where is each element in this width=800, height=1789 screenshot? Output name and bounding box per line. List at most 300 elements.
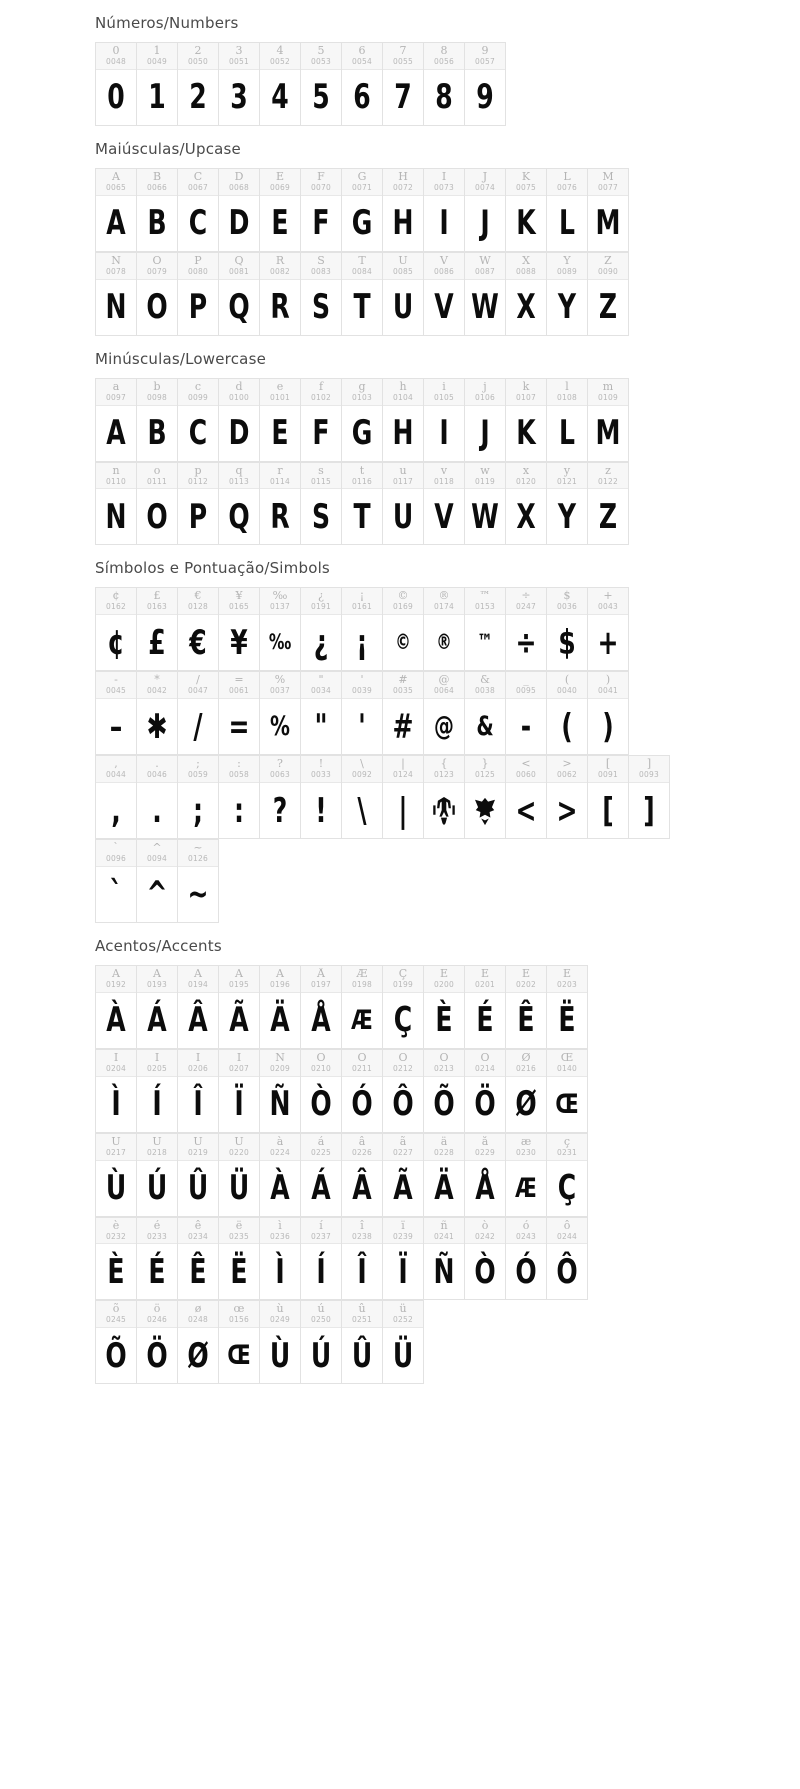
- glyph-meta: [465, 379, 505, 406]
- glyph-section: [0, 545, 800, 923]
- glyph-cell[interactable]: [137, 672, 178, 755]
- glyph-cell[interactable]: [424, 462, 465, 545]
- glyph-cell[interactable]: [301, 965, 342, 1048]
- glyph-cell[interactable]: [547, 756, 588, 839]
- glyph-code-label: 0103: [352, 392, 372, 402]
- glyph-char-label: o: [153, 464, 161, 477]
- glyph-code-label: 0248: [188, 1315, 208, 1325]
- glyph-preview: Q: [228, 496, 250, 537]
- glyph-cell[interactable]: [342, 43, 383, 126]
- glyph-cell[interactable]: [506, 252, 547, 335]
- glyph-cell[interactable]: [588, 672, 629, 755]
- glyph-preview: H: [392, 413, 414, 453]
- glyph-cell[interactable]: [137, 588, 178, 671]
- glyph-char-label: m: [602, 380, 614, 393]
- glyph-cell[interactable]: [301, 756, 342, 839]
- glyph-cell[interactable]: [547, 378, 588, 461]
- glyph-cell[interactable]: [342, 252, 383, 335]
- glyph-cell[interactable]: [96, 840, 137, 923]
- glyph-cell[interactable]: [178, 840, 219, 923]
- glyph-char-label: À: [112, 967, 120, 980]
- glyph-cell[interactable]: [178, 168, 219, 251]
- glyph-row-table: [95, 1133, 588, 1217]
- glyph-preview: Ò: [310, 1084, 332, 1125]
- glyph-preview: U: [392, 287, 414, 328]
- glyph-char-label: ñ: [440, 1219, 448, 1232]
- glyph-cell[interactable]: [96, 1049, 137, 1132]
- glyph-char-label: Ö: [480, 1051, 490, 1064]
- glyph-cell[interactable]: [342, 1301, 383, 1384]
- glyph-code-label: 0115: [311, 476, 331, 486]
- glyph-char-label: Ù: [111, 1135, 121, 1148]
- glyph-char-label: q: [235, 464, 243, 477]
- glyph-row: [96, 1049, 588, 1132]
- glyph-char-label: /: [196, 674, 200, 687]
- glyph-preview: Z: [598, 287, 618, 328]
- glyph-code-label: 0209: [270, 1063, 290, 1073]
- glyph-char-label: Û: [193, 1135, 203, 1148]
- glyph-preview: |: [398, 790, 408, 831]
- glyph-preview: #: [392, 706, 414, 747]
- glyph-cell[interactable]: [465, 756, 506, 839]
- glyph-cell[interactable]: [178, 378, 219, 461]
- glyph-code-label: 0165: [229, 602, 249, 612]
- glyph-preview: ?: [272, 790, 288, 831]
- glyph-meta: [301, 756, 341, 783]
- glyph-preview: Ñ: [269, 1084, 291, 1125]
- glyph-cell[interactable]: [465, 462, 506, 545]
- glyph-char-label: ©: [397, 590, 409, 603]
- glyph-cell[interactable]: [178, 588, 219, 671]
- glyph-cell[interactable]: [424, 378, 465, 461]
- glyph-cell[interactable]: [301, 1133, 342, 1216]
- section-title: Minúsculas/Lowercase: [95, 349, 267, 368]
- glyph-cell[interactable]: [96, 1133, 137, 1216]
- glyph-char-label: $: [563, 590, 571, 603]
- glyph-preview: [: [602, 790, 614, 831]
- glyph-cell[interactable]: [342, 462, 383, 545]
- glyph-cell[interactable]: [260, 756, 301, 839]
- glyph-meta: [424, 169, 464, 196]
- glyph-preview: W: [471, 496, 499, 537]
- glyph-cell[interactable]: [178, 252, 219, 335]
- glyph-code-label: 0200: [434, 979, 454, 989]
- glyph-cell[interactable]: [96, 756, 137, 839]
- glyph-row-table: [95, 168, 629, 252]
- glyph-cell[interactable]: [506, 168, 547, 251]
- glyph-preview: À: [106, 1000, 126, 1041]
- glyph-cell[interactable]: [301, 43, 342, 126]
- glyph-cell[interactable]: [506, 1049, 547, 1132]
- glyph-cell[interactable]: [342, 672, 383, 755]
- glyph-cell[interactable]: [260, 1301, 301, 1384]
- glyph-cell[interactable]: [301, 672, 342, 755]
- glyph-cell[interactable]: [260, 168, 301, 251]
- glyph-code-label: 0121: [557, 476, 577, 486]
- glyph-preview: M: [595, 413, 621, 453]
- glyph-cell[interactable]: [465, 43, 506, 126]
- glyph-cell[interactable]: [547, 462, 588, 545]
- glyph-char-label: ô: [563, 1219, 571, 1232]
- glyph-cell[interactable]: [424, 43, 465, 126]
- glyph-cell[interactable]: [629, 756, 670, 839]
- glyph-cell[interactable]: [465, 1049, 506, 1132]
- glyph-cell[interactable]: [424, 756, 465, 839]
- glyph-cell[interactable]: [342, 965, 383, 1048]
- glyph-cell[interactable]: [96, 43, 137, 126]
- glyph-cell[interactable]: [96, 1301, 137, 1384]
- glyph-code-label: 0249: [270, 1315, 290, 1325]
- glyph-cell[interactable]: [137, 1049, 178, 1132]
- glyph-cell[interactable]: [342, 588, 383, 671]
- glyph-preview: Õ: [433, 1084, 455, 1125]
- glyph-preview: S: [311, 287, 331, 328]
- glyph-code-label: 0251: [352, 1315, 372, 1325]
- glyph-cell[interactable]: [383, 1217, 424, 1300]
- glyph-cell[interactable]: [383, 168, 424, 251]
- glyph-code-label: 0106: [475, 392, 495, 402]
- glyph-cell[interactable]: [547, 252, 588, 335]
- glyph-cell[interactable]: [547, 1217, 588, 1300]
- glyph-cell[interactable]: [219, 462, 260, 545]
- glyph-cell[interactable]: [588, 252, 629, 335]
- glyph-cell[interactable]: [506, 378, 547, 461]
- glyph-code-label: 0071: [352, 182, 372, 192]
- glyph-cell[interactable]: [96, 168, 137, 251]
- glyph-grid: [95, 965, 800, 1384]
- glyph-cell[interactable]: [301, 588, 342, 671]
- glyph-cell[interactable]: [547, 1133, 588, 1216]
- glyph-cell[interactable]: [342, 378, 383, 461]
- glyph-char-label: D: [234, 170, 244, 183]
- glyph-preview: Ò: [474, 1251, 496, 1292]
- glyph-preview: À: [270, 1168, 290, 1208]
- glyph-cell[interactable]: [547, 1049, 588, 1132]
- glyph-cell[interactable]: [506, 965, 547, 1048]
- glyph-cell[interactable]: [219, 672, 260, 755]
- glyph-cell[interactable]: [137, 756, 178, 839]
- glyph-row-table: [95, 1300, 424, 1384]
- glyph-code-label: 0104: [393, 392, 413, 402]
- glyph-meta: [465, 43, 505, 70]
- glyph-cell[interactable]: [178, 1217, 219, 1300]
- glyph-cell[interactable]: [383, 588, 424, 671]
- glyph-meta: [96, 1218, 136, 1245]
- glyph-cell[interactable]: [547, 965, 588, 1048]
- glyph-cell[interactable]: [219, 588, 260, 671]
- glyph-cell[interactable]: [178, 1301, 219, 1384]
- glyph-code-label: 0093: [639, 770, 659, 780]
- glyph-preview: Ã: [393, 1168, 413, 1208]
- glyph-meta: [424, 1218, 464, 1245]
- glyph-preview: È: [107, 1251, 125, 1292]
- glyph-section: [0, 0, 800, 126]
- glyph-code-label: 0112: [188, 476, 208, 486]
- glyph-char-label: ?: [277, 758, 283, 771]
- glyph-cell[interactable]: [96, 252, 137, 335]
- glyph-meta: [178, 1301, 218, 1328]
- glyph-cell[interactable]: [301, 252, 342, 335]
- glyph-char-label: Q: [234, 254, 244, 267]
- glyph-char-label: œ: [233, 1303, 245, 1316]
- glyph-preview: Ï: [398, 1251, 408, 1292]
- glyph-cell[interactable]: [506, 1133, 547, 1216]
- glyph-cell[interactable]: [383, 672, 424, 755]
- glyph-cell[interactable]: [588, 378, 629, 461]
- glyph-cell[interactable]: [178, 1049, 219, 1132]
- glyph-cell[interactable]: [137, 252, 178, 335]
- glyph-row: [96, 1217, 588, 1300]
- glyph-cell[interactable]: [506, 588, 547, 671]
- glyph-meta: [383, 588, 423, 615]
- glyph-code-label: 0195: [229, 979, 249, 989]
- glyph-meta: [137, 840, 177, 867]
- glyph-meta: [383, 1050, 423, 1077]
- glyph-code-label: 0095: [516, 686, 536, 696]
- glyph-preview: È: [435, 1000, 453, 1041]
- glyph-cell[interactable]: [96, 588, 137, 671]
- glyph-char-label: K: [521, 170, 531, 183]
- glyph-cell[interactable]: [301, 1301, 342, 1384]
- glyph-cell[interactable]: [219, 168, 260, 251]
- glyph-cell[interactable]: [342, 756, 383, 839]
- glyph-cell[interactable]: [424, 252, 465, 335]
- glyph-cell[interactable]: [424, 588, 465, 671]
- glyph-cell[interactable]: [219, 1049, 260, 1132]
- glyph-cell[interactable]: [383, 462, 424, 545]
- glyph-preview: 7: [394, 77, 412, 118]
- glyph-cell[interactable]: [137, 1217, 178, 1300]
- glyph-cell[interactable]: [260, 1133, 301, 1216]
- glyph-code-label: 0083: [311, 266, 331, 276]
- glyph-char-label: |: [401, 758, 405, 771]
- glyph-cell[interactable]: [260, 1217, 301, 1300]
- glyph-cell[interactable]: [383, 965, 424, 1048]
- glyph-cell[interactable]: [178, 672, 219, 755]
- glyph-cell[interactable]: [547, 672, 588, 755]
- glyph-cell[interactable]: [424, 1049, 465, 1132]
- glyph-cell[interactable]: [547, 588, 588, 671]
- glyph-cell[interactable]: [506, 1217, 547, 1300]
- glyph-cell[interactable]: [424, 1133, 465, 1216]
- glyph-cell[interactable]: [260, 43, 301, 126]
- glyph-char-label: e: [276, 380, 284, 393]
- glyph-preview: Ô: [392, 1084, 414, 1125]
- glyph-preview: Ó: [515, 1251, 537, 1292]
- glyph-cell[interactable]: [301, 378, 342, 461]
- glyph-cell[interactable]: [260, 378, 301, 461]
- glyph-cell[interactable]: [465, 1217, 506, 1300]
- glyph-code-label: 0086: [434, 266, 454, 276]
- glyph-cell[interactable]: [588, 462, 629, 545]
- glyph-cell[interactable]: [219, 43, 260, 126]
- glyph-char-label: [: [605, 758, 611, 771]
- glyph-cell[interactable]: [219, 1301, 260, 1384]
- glyph-cell[interactable]: [137, 1301, 178, 1384]
- glyph-char-label: ç: [563, 1135, 571, 1148]
- glyph-meta: [342, 253, 382, 280]
- glyph-char-label: 3: [235, 45, 243, 57]
- glyph-cell[interactable]: [96, 378, 137, 461]
- glyph-code-label: 0113: [229, 476, 249, 486]
- glyph-preview: Ë: [230, 1251, 248, 1292]
- glyph-cell[interactable]: [219, 965, 260, 1048]
- glyph-code-label: 0087: [475, 266, 495, 276]
- glyph-cell[interactable]: [96, 672, 137, 755]
- glyph-meta: [137, 379, 177, 406]
- glyph-meta: [465, 588, 505, 615]
- glyph-preview: +: [597, 622, 619, 663]
- glyph-row-table: [95, 587, 629, 671]
- glyph-preview: Œ: [227, 1340, 251, 1372]
- glyph-cell[interactable]: [383, 1133, 424, 1216]
- glyph-cell[interactable]: [219, 1217, 260, 1300]
- glyph-meta: [219, 43, 259, 70]
- glyph-char-label: h: [399, 380, 407, 393]
- glyph-cell[interactable]: [96, 462, 137, 545]
- glyph-cell[interactable]: [219, 756, 260, 839]
- glyph-cell[interactable]: [178, 965, 219, 1048]
- glyph-cell[interactable]: [178, 43, 219, 126]
- glyph-code-label: 0116: [352, 476, 372, 486]
- glyph-code-label: 0219: [188, 1147, 208, 1157]
- glyph-code-label: 0126: [188, 854, 208, 863]
- glyph-cell[interactable]: [219, 252, 260, 335]
- glyph-cell[interactable]: [383, 378, 424, 461]
- glyph-cell[interactable]: [96, 965, 137, 1048]
- glyph-preview: Ù: [105, 1168, 127, 1208]
- glyph-cell[interactable]: [301, 1049, 342, 1132]
- glyph-cell[interactable]: [260, 252, 301, 335]
- glyph-cell[interactable]: [342, 1049, 383, 1132]
- glyph-row: [96, 1301, 424, 1384]
- glyph-meta: [506, 1218, 546, 1245]
- glyph-char-label: Z: [604, 254, 612, 267]
- glyph-cell[interactable]: [137, 462, 178, 545]
- glyph-cell[interactable]: [342, 1217, 383, 1300]
- glyph-meta: [506, 672, 546, 699]
- glyph-cell[interactable]: [424, 672, 465, 755]
- glyph-code-label: 0137: [270, 602, 290, 612]
- glyph-cell[interactable]: [260, 588, 301, 671]
- glyph-code-label: 0162: [106, 602, 126, 612]
- glyph-cell[interactable]: [383, 252, 424, 335]
- glyph-preview: 6: [353, 77, 371, 118]
- glyph-cell[interactable]: [137, 1133, 178, 1216]
- glyph-preview: L: [559, 203, 575, 244]
- glyph-cell[interactable]: [260, 1049, 301, 1132]
- glyph-char-label: €: [194, 590, 202, 603]
- glyph-cell[interactable]: [219, 1133, 260, 1216]
- glyph-cell[interactable]: [137, 840, 178, 923]
- glyph-meta: [506, 1134, 546, 1161]
- glyph-code-label: 0231: [557, 1147, 577, 1157]
- glyph-cell[interactable]: [588, 588, 629, 671]
- glyph-code-label: 0053: [311, 57, 331, 66]
- glyph-cell[interactable]: [506, 672, 547, 755]
- glyph-cell[interactable]: [383, 43, 424, 126]
- glyph-cell[interactable]: [506, 756, 547, 839]
- glyph-cell[interactable]: [137, 965, 178, 1048]
- glyph-code-label: 0105: [434, 392, 454, 402]
- glyph-cell[interactable]: [588, 168, 629, 251]
- glyph-char-label: G: [357, 170, 367, 183]
- glyph-preview: ‰: [268, 630, 292, 655]
- glyph-preview: /: [193, 706, 203, 747]
- glyph-code-label: 0089: [557, 266, 577, 276]
- glyph-preview: R: [270, 496, 290, 537]
- glyph-cell[interactable]: [137, 378, 178, 461]
- glyph-cell[interactable]: [465, 168, 506, 251]
- glyph-cell[interactable]: [301, 168, 342, 251]
- glyph-preview: Â: [352, 1168, 372, 1208]
- glyph-preview: Á: [147, 1000, 167, 1041]
- glyph-cell[interactable]: [383, 1301, 424, 1384]
- glyph-cell[interactable]: [465, 672, 506, 755]
- glyph-cell[interactable]: [424, 965, 465, 1048]
- glyph-cell[interactable]: [260, 462, 301, 545]
- glyph-meta: [219, 1218, 259, 1245]
- glyph-char-label: !: [318, 758, 324, 771]
- glyph-code-label: 0078: [106, 266, 126, 276]
- glyph-cell[interactable]: [96, 1217, 137, 1300]
- glyph-cell[interactable]: [178, 756, 219, 839]
- glyph-meta: [137, 672, 177, 699]
- glyph-cell[interactable]: [383, 756, 424, 839]
- glyph-cell[interactable]: [465, 378, 506, 461]
- glyph-cell[interactable]: [260, 965, 301, 1048]
- glyph-code-label: 0234: [188, 1231, 208, 1241]
- glyph-cell[interactable]: [178, 462, 219, 545]
- glyph-cell[interactable]: [506, 462, 547, 545]
- glyph-code-label: 0220: [229, 1147, 249, 1157]
- glyph-cell[interactable]: [219, 378, 260, 461]
- glyph-cell[interactable]: [465, 588, 506, 671]
- glyph-cell[interactable]: [424, 1217, 465, 1300]
- glyph-preview: Ì: [275, 1251, 285, 1292]
- glyph-cell[interactable]: [465, 252, 506, 335]
- glyph-cell[interactable]: [383, 1049, 424, 1132]
- glyph-cell[interactable]: [137, 168, 178, 251]
- glyph-cell[interactable]: [465, 965, 506, 1048]
- glyph-cell[interactable]: [260, 672, 301, 755]
- glyph-code-label: 0068: [229, 182, 249, 192]
- glyph-meta: [465, 1050, 505, 1077]
- glyph-preview: Ú: [310, 1335, 332, 1376]
- glyph-cell[interactable]: [424, 168, 465, 251]
- glyph-meta: [383, 672, 423, 699]
- glyph-char-label: ö: [153, 1303, 161, 1316]
- glyph-cell[interactable]: [547, 168, 588, 251]
- glyph-preview: S: [311, 496, 331, 537]
- glyph-cell[interactable]: [301, 462, 342, 545]
- glyph-cell[interactable]: [342, 1133, 383, 1216]
- glyph-cell[interactable]: [301, 1217, 342, 1300]
- glyph-code-label: 0198: [352, 979, 372, 989]
- glyph-char-label: @: [438, 674, 450, 687]
- glyph-preview: C: [188, 413, 208, 453]
- glyph-cell[interactable]: [588, 756, 629, 839]
- glyph-char-label: ¿: [318, 590, 324, 603]
- glyph-cell[interactable]: [137, 43, 178, 126]
- glyph-preview: Û: [187, 1168, 209, 1208]
- glyph-cell[interactable]: [178, 1133, 219, 1216]
- glyph-cell[interactable]: [342, 168, 383, 251]
- glyph-meta: [260, 1301, 300, 1328]
- glyph-code-label: 0204: [106, 1063, 126, 1073]
- glyph-code-label: 0232: [106, 1231, 126, 1241]
- glyph-cell[interactable]: [465, 1133, 506, 1216]
